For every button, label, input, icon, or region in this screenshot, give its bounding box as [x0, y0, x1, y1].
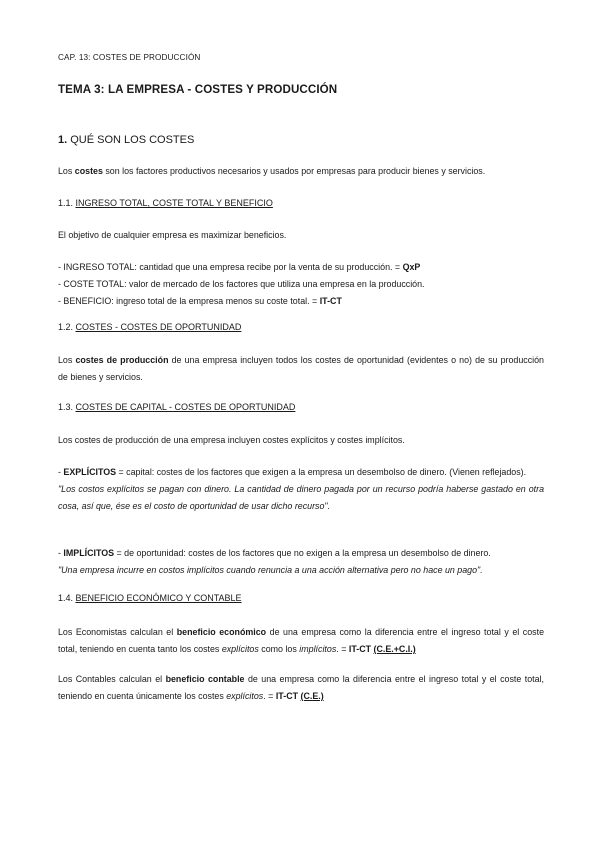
s14-p2-bold: beneficio contable — [165, 674, 245, 684]
s13-imp-bold: IMPLÍCITOS — [63, 548, 115, 558]
s11-l1-text: - INGRESO TOTAL: cantidad que una empresa recibe por la venta de su producción. = — [58, 262, 403, 272]
s14-p2-text-b: de una empresa como la diferencia entre el ingreso total y el coste total, teniendo en cuenta únicamente los costes — [58, 674, 545, 701]
s14-accounting-paragraph — [58, 671, 544, 705]
s13-implicit-quote: "Una empresa incurre en costos implícitos cuando renuncia a una acción alternativa pero no hace un pago". — [58, 565, 483, 575]
section-1-label: QUÉ SON LOS COSTES — [67, 134, 195, 146]
section-1-1-label: INGRESO TOTAL, COSTE TOTAL Y BENEFICIO — [75, 198, 273, 208]
s12-bold: costes de producción — [75, 355, 169, 365]
section-1-heading — [58, 134, 194, 146]
section-1-3-heading — [58, 402, 295, 412]
intro-bold: costes — [74, 166, 103, 176]
s12-paragraph — [58, 352, 544, 386]
s11-list-item-profit — [58, 293, 544, 310]
s14-p1-formula-terms: (C.E.+C.I.) — [373, 644, 416, 654]
s13-paragraph: Los costes de producción de una empresa incluyen costes explícitos y costes implícitos. — [58, 435, 405, 445]
s13-imp-dash: - — [58, 548, 64, 558]
s14-p1-bold: beneficio económico — [176, 627, 267, 637]
s14-p1-text-a: Los Economistas calculan el — [58, 627, 177, 637]
s14-p1-formula: IT-CT — [348, 644, 372, 654]
s14-p2-text-a: Los Contables calculan el — [58, 674, 166, 684]
s11-paragraph: El objetivo de cualquier empresa es maximizar beneficios. — [58, 230, 287, 240]
chapter-header: CAP. 13: COSTES DE PRODUCCIÓN — [58, 53, 201, 62]
section-1-number: 1. — [58, 134, 68, 146]
s14-p1-italic-explicit: explícitos — [221, 644, 259, 654]
s13-explicit-quote: "Los costos explícitos se pagan con dinero. La cantidad de dinero pagada por un recurso podría haberse gastado en otra cosa, así que, ése es el costo de oportunidad de usar dicho recurso". — [58, 484, 544, 511]
s14-p1-text-c: como los — [258, 644, 300, 654]
section-1-3-label: COSTES DE CAPITAL - COSTES DE OPORTUNIDAD — [75, 402, 296, 412]
s14-p1-text-d: . = — [336, 644, 349, 654]
s13-explicit-definition — [58, 464, 544, 481]
section-1-4-heading — [58, 593, 242, 603]
s13-implicit-definition — [58, 545, 544, 562]
s11-list-item-cost: - COSTE TOTAL: valor de mercado de los factores que utiliza una empresa en la producción. — [58, 279, 425, 289]
section-1-2-number: 1.2. — [58, 322, 76, 332]
s14-p2-text-c: . = — [263, 691, 276, 701]
s12-text-a: Los — [58, 355, 76, 365]
s14-economic-paragraph — [58, 624, 544, 658]
s14-p2-italic-explicit: explícitos — [226, 691, 264, 701]
s11-list-item-income — [58, 259, 544, 276]
section-1-2-label: COSTES - COSTES DE OPORTUNIDAD — [75, 322, 242, 332]
s11-l3-formula: IT-CT — [319, 296, 342, 306]
section-1-4-number: 1.4. — [58, 593, 76, 603]
s13-exp-text: = capital: costes de los factores que exigen a la empresa un desembolso de dinero. (Vienen reflejados). — [116, 467, 527, 477]
s14-p2-formula: IT-CT — [275, 691, 299, 701]
s11-l1-formula: QxP — [402, 262, 421, 272]
s12-text-b: de una empresa incluyen todos los costes de oportunidad (evidentes o no) de su producción de bienes y servicios. — [58, 355, 544, 382]
section-1-1-heading — [58, 198, 273, 208]
s11-l3-text: - BENEFICIO: ingreso total de la empresa menos su coste total. = — [58, 296, 320, 306]
section-1-2-heading — [58, 322, 241, 332]
section-1-3-number: 1.3. — [58, 402, 76, 412]
s14-p2-formula-terms: (C.E.) — [300, 691, 324, 701]
intro-paragraph — [58, 163, 544, 180]
s14-p1-text-b: de una empresa como la diferencia entre el ingreso total y el coste total, teniendo en cuenta tanto los costes — [58, 627, 545, 654]
s13-imp-text: = de oportunidad: costes de los factores que no exigen a la empresa un desembolso de dinero. — [114, 548, 491, 558]
section-1-1-number: 1.1. — [58, 198, 76, 208]
s13-exp-dash: - — [58, 467, 64, 477]
intro-text-b: son los factores productivos necesarios y usados por empresas para producir bienes y servicios. — [102, 166, 486, 176]
section-1-4-label: BENEFICIO ECONÓMICO Y CONTABLE — [75, 593, 242, 603]
s13-implicit-block — [58, 545, 544, 579]
intro-text-a: Los — [58, 166, 75, 176]
s13-exp-bold: EXPLÍCITOS — [63, 467, 117, 477]
s13-explicit-block — [58, 464, 544, 515]
page-title: TEMA 3: LA EMPRESA - COSTES Y PRODUCCIÓN — [58, 83, 338, 96]
s14-p1-italic-implicit: implícitos — [299, 644, 337, 654]
s11-list — [58, 259, 544, 310]
